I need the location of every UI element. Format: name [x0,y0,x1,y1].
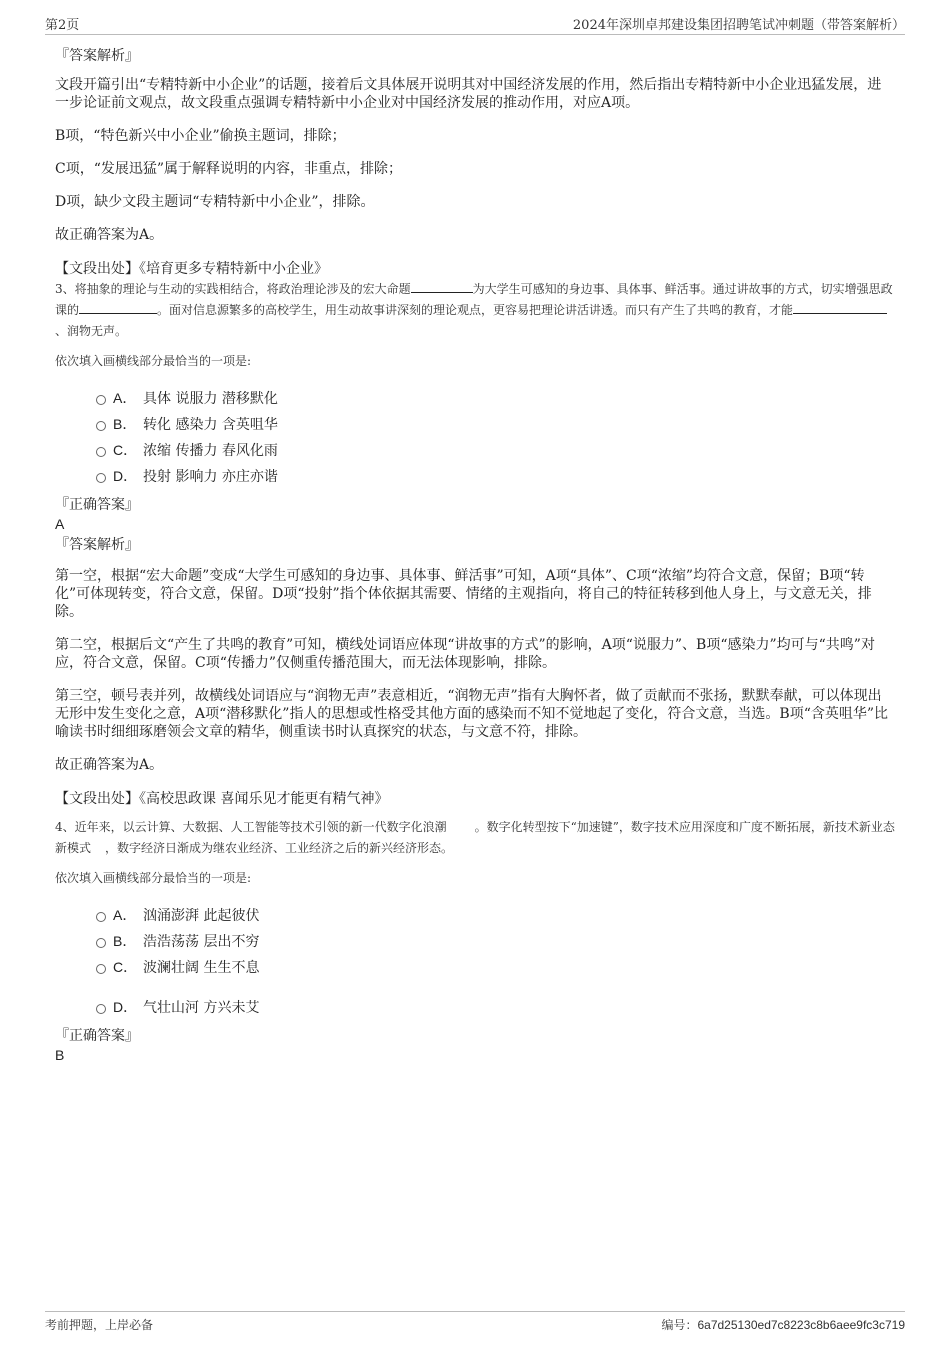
page-content [55,46,895,1064]
stem-part: 、润物无声。 [55,324,128,338]
option-b[interactable] [55,928,895,954]
page-number: 第2页 [45,18,80,33]
option-letter: B． [113,933,137,949]
option-c[interactable] [55,954,895,980]
option-letter: A． [113,390,137,406]
option-letter: D． [113,468,138,484]
option-text: 气壮山河 方兴未艾 [143,1000,260,1016]
stem-part: 为大学生可感知的身边事、具体事、鲜活事。通过讲故事的方式，切实增强思政课的 [55,282,893,317]
option-text: 投射 影响力 亦庄亦谐 [143,469,278,485]
option-a[interactable] [55,902,895,928]
page-footer [45,1311,905,1336]
radio-icon[interactable] [96,421,106,431]
fill-blank [79,301,157,314]
conclusion: 故正确答案为A。 [55,757,164,773]
stem-part: ，数字经济日渐成为继农业经济、工业经济之后的新兴经济形态。 [105,841,454,855]
option-list [55,385,895,489]
analysis-paragraph: C项，“发展迅猛”属于解释说明的内容，非重点，排除； [55,161,403,177]
stem-part: 4、近年来，以云计算、大数据、人工智能等技术引领的新一代数字化浪潮 [55,820,447,834]
analysis-label: 『答案解析』 [55,48,139,64]
option-a[interactable] [55,385,895,411]
correct-answer: A [55,516,65,532]
option-text: 浓缩 传播力 春风化雨 [143,443,278,459]
analysis-paragraph: 第三空，顿号表并列，故横线处词语应与“润物无声”表意相近，“润物无声”指有大胸怀者，做了贡献而不张扬，默默奉献，可以体现出无形中发生变化之意，A项“潜移默化”指人的思想或性格受其他方面的感染而不知不觉地起了变化，符合文意，当选。B项“含英咀华”比喻读书时细细琢磨领会文章的精华，侧重读书时认真探究的状态，与文意不符，排除。 [55,688,889,740]
option-c[interactable] [55,437,895,463]
option-text: 汹涌澎湃 此起彼伏 [143,908,260,924]
radio-icon[interactable] [96,1004,106,1014]
option-d[interactable] [55,994,895,1020]
option-letter: C． [113,442,138,458]
analysis-paragraph: 文段开篇引出“专精特新中小企业”的话题，接着后文具体展开说明其对中国经济发展的作用，然后指出专精特新中小企业迅猛发展，进一步论证前文观点，故文段重点强调专精特新中小企业对中国经济发展的推动作用，对应A项。 [55,77,882,111]
question-instruction: 依次填入画横线部分最恰当的一项是: [55,871,252,885]
option-letter: A． [113,907,137,923]
code-value: 6a7d25130ed7c8223c8b6aee9fc3c719 [697,1318,905,1332]
correct-answer-label: 『正确答案』 [55,497,139,513]
radio-icon[interactable] [96,938,106,948]
analysis-label: 『答案解析』 [55,537,139,553]
source-citation: 【文段出处】《培育更多专精特新中小企业》 [55,261,328,277]
stem-part: 。面对信息源繁多的高校学生，用生动故事讲深刻的理论观点，更容易把理论讲活讲透。而只有产生了共鸣的教育，才能 [157,303,794,317]
source-citation: 【文段出处】《高校思政课 喜闻乐见才能更有精气神》 [55,791,389,807]
analysis-paragraph: D项，缺少文段主题词“专精特新中小企业”，排除。 [55,194,375,210]
radio-icon[interactable] [96,964,106,974]
option-text: 浩浩荡荡 层出不穷 [143,934,260,950]
radio-icon[interactable] [96,395,106,405]
fill-blank [91,840,105,852]
option-text: 具体 说服力 潜移默化 [143,391,278,407]
option-text: 波澜壮阔 生生不息 [143,960,260,976]
correct-answer-label: 『正确答案』 [55,1028,139,1044]
document-title: 2024年深圳卓邦建设集团招聘笔试冲刺题（带答案解析） [572,18,905,33]
radio-icon[interactable] [96,447,106,457]
option-text: 转化 感染力 含英咀华 [143,417,278,433]
question-instruction: 依次填入画横线部分最恰当的一项是: [55,354,252,368]
document-code [661,1316,905,1333]
page-header [45,14,905,35]
option-letter: C． [113,959,138,975]
fill-blank [447,819,475,831]
fill-blank [793,301,887,314]
analysis-paragraph: B项，“特色新兴中小企业”偷换主题词，排除； [55,128,346,144]
question-stem [55,817,895,859]
option-letter: B． [113,416,137,432]
conclusion: 故正确答案为A。 [55,227,164,243]
correct-answer: B [55,1047,65,1063]
code-label: 编号： [661,1318,698,1332]
fill-blank [411,280,473,293]
question-stem [55,279,895,342]
option-b[interactable] [55,411,895,437]
analysis-paragraph: 第二空，根据后文“产生了共鸣的教育”可知，横线处词语应体现“讲故事的方式”的影响，A项“说服力”、B项“感染力”均可与“共鸣”对应，符合文意，保留。C项“传播力”仅侧重传播范围大，而无法体现影响，排除。 [55,637,875,671]
stem-part: 。数字化转型按下“加速键”，数字技术应用深度和广度不断拓展，新技术新业态新模式 [55,820,895,855]
radio-icon[interactable] [96,912,106,922]
radio-icon[interactable] [96,473,106,483]
option-letter: D． [113,999,138,1015]
stem-part: 3、将抽象的理论与生动的实践相结合，将政治理论涉及的宏大命题 [55,282,411,296]
option-list [55,902,895,1020]
option-d[interactable] [55,463,895,489]
footer-slogan: 考前押题，上岸必备 [45,1318,154,1332]
analysis-paragraph: 第一空，根据“宏大命题”变成“大学生可感知的身边事、具体事、鲜活事”可知，A项“具体”、C项“浓缩”均符合文意，保留；B项“转化”可体现转变，符合文意，保留。D项“投射”指个体依据其需要、情绪的主观指向，将自己的特征转移到他人身上，与文意无关，排除。 [55,568,872,620]
